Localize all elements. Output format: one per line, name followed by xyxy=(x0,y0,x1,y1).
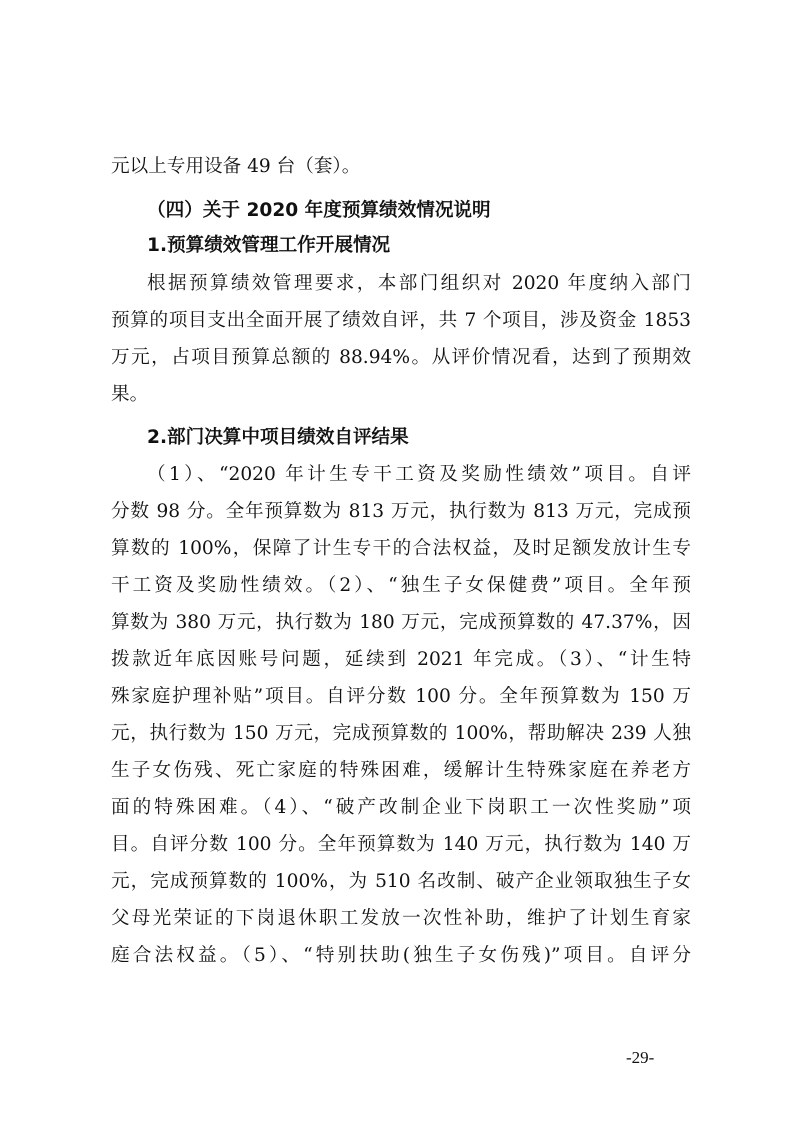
body-text-line: 生子女伤残、死亡家庭的特殊困难，缓解计生特殊家庭在养老方 xyxy=(111,760,691,781)
body-text-line: 算数的 100%，保障了计生专干的合法权益，及时足额发放计生专 xyxy=(111,538,691,559)
page-number: -29- xyxy=(626,1048,655,1067)
body-text-line: 殊家庭护理补贴”项目。自评分数 100 分。全年预算数为 150 万 xyxy=(111,686,691,707)
paragraph-first-line: 根据预算绩效管理要求，本部门组织对 2020 年度纳入部门 xyxy=(147,273,691,294)
body-text-line: 元以上专用设备 49 台（套）。 xyxy=(111,156,361,177)
body-text-line: 元，完成预算数的 100%，为 510 名改制、破产企业领取独生子女 xyxy=(111,871,691,892)
body-text-line: 目。自评分数 100 分。全年预算数为 140 万元，执行数为 140 万 xyxy=(111,834,691,855)
subsection-heading: 2.部门决算中项目绩效自评结果 xyxy=(147,427,409,448)
body-text-line: 万元，占项目预算总额的 88.94%。从评价情况看，达到了预期效 xyxy=(111,347,691,368)
body-text-line: 干工资及奖励性绩效。（2）、“独生子女保健费”项目。全年预 xyxy=(111,575,691,596)
body-text-line: 面的特殊困难。（4）、“破产改制企业下岗职工一次性奖励”项 xyxy=(111,797,691,818)
paragraph-first-line: （1）、“2020 年计生专干工资及奖励性绩效”项目。自评 xyxy=(147,464,691,485)
section-heading: （四）关于 2020 年度预算绩效情况说明 xyxy=(147,200,491,221)
body-text-line: 预算的项目支出全面开展了绩效自评，共 7 个项目，涉及资金 1853 xyxy=(111,310,691,331)
body-text-line: 元，执行数为 150 万元，完成预算数的 100%，帮助解决 239 人独 xyxy=(111,723,691,744)
body-text-line: 父母光荣证的下岗退休职工发放一次性补助，维护了计划生育家 xyxy=(111,908,691,929)
body-text-line: 算数为 380 万元，执行数为 180 万元，完成预算数的 47.37%，因 xyxy=(111,612,691,633)
body-text-line: 拨款近年底因账号问题，延续到 2021 年完成。（3）、“计生特 xyxy=(111,649,691,670)
subsection-heading: 1.预算绩效管理工作开展情况 xyxy=(147,235,391,256)
body-text-line: 庭合法权益。（5）、“特别扶助(独生子女伤残)”项目。自评分 xyxy=(111,945,691,966)
body-text-line: 分数 98 分。全年预算数为 813 万元，执行数为 813 万元，完成预 xyxy=(111,501,691,522)
body-text-line: 果。 xyxy=(111,384,149,405)
